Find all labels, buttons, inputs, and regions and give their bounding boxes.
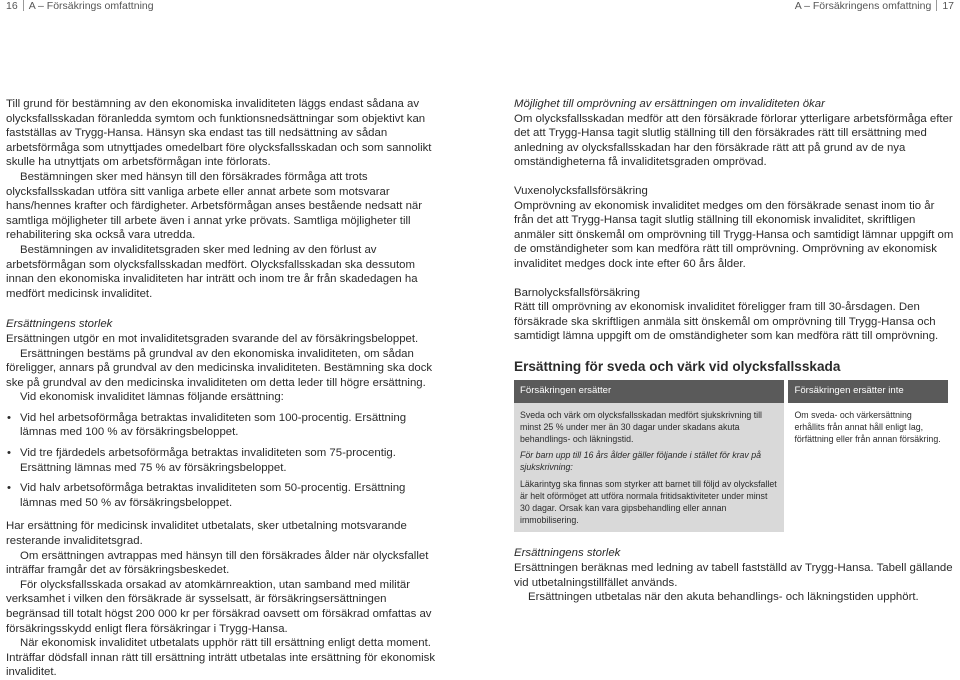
paragraph: För olycksfallsskada orsakad av atomkärnreaktion, utan samband med militär verksamhet i vilken den försäkrade är sysselsatt, är försäkringsersättningen begränsad till totalt högst 200 000 kr per försäkrad oavsett om försäkrad omfattas av försäkringsskydd enligt flera försäkringar i Trygg-Hansa. [6,578,432,635]
table-title: Ersättning för sveda och värk vid olycksfallsskada [514,358,841,374]
list-item: • Vid hel arbetsoförmåga betraktas invaliditeten som 100-procentig. Ersättning lämnas med 100 % av försäkringsbeloppet. [7,411,407,439]
page-header-left [6,0,154,12]
table-cell-not-covered: Om sveda- och värkersättning erhållits från annat håll enligt lag, förfättning eller från annan försäkring. [794,409,941,444]
paragraph: När ekonomisk invaliditet utbetalats upphör rätt till ersättning enligt detta moment. Inträffar dödsfall innan rätt till ersättning inträtt utbetalas inte ersättning för ekonomisk invaliditet. [6,637,436,679]
page-number-left: 16 [6,0,18,12]
header-divider [23,0,24,11]
left-column [6,97,442,680]
paragraph: Vid ekonomisk invaliditet lämnas följande ersättning: [20,391,284,404]
subsection-heading: Vuxenolycksfallsförsäkring [514,184,648,197]
table-cell-covered: Sveda och värk om olycksfallsskadan medfört sjukskrivning till minst 25 % under mer än 30 dagar under skadans akuta behandlings- och läkningstid. För barn upp till 16 års ålder gäller följande i stället för krav på sjukskrivning: Läkarintyg ska finnas som styrker att barnet till följd av olycksfallet är helt oförmöget att utföra normala fritidsaktiviteter under minst 30 dagar. Orsak kan vara gipsbehandling eller annan immobilisering. [514,403,784,533]
list-item: • Vid halv arbetsoförmåga betraktas invaliditeten som 50-procentig. Ersättning lämnas med 50 % av försäkringsbeloppet. [7,482,406,509]
paragraph: Bestämningen av invaliditetsgraden sker med ledning av den förlust av arbetsförmågan som olycksfallsskadan medfört. Olycksfallsskadan ska dessutom innan den ekonomiska invaliditeten har inträtt och inom tre år från skadedagen ha medfört medicinsk invaliditet. [6,243,418,300]
paragraph: Ersättningen utbetalas när den akuta behandlings- och läkningstiden upphört. [528,591,919,604]
paragraph: Ersättningen bestäms på grundval av den ekonomiska invaliditeten, om sådan föreligger, annars på grundval av den medicinska invaliditeten. Bestämning ska dock ske på grundval av den medicinska invaliditeten om detta leder till högre ersättning. [6,347,433,389]
right-column [514,97,956,605]
section-heading: Ersättningens storlek [6,318,113,331]
paragraph: Bestämningen sker med hänsyn till den försäkrades förmåga att trots olycksfallsskadan utföra sitt vanliga arbete eller annat arbete som motsvarar hans/hennes krafter och färdigheter. Arbetsförmågan anses bestående nedsatt när samtliga möjligheter till arbete även i annat yrke prövats. Samtliga möjligheter till rehabilitering ska också vara utredda. [6,170,423,242]
header-divider [936,0,937,11]
paragraph: Rätt till omprövning av ekonomisk invaliditet föreligger fram till 30-årsdagen. Den försäkrade ska skriftligen anmäla sitt önskemål om omprövning till Trygg-Hansa och samtidigt lämna uppgift om de omständigheter som kan medföra rätt till omprövning. [514,301,939,343]
table-header-covered: Försäkringen ersätter [514,380,784,403]
paragraph: Ersättningen beräknas med ledning av tabell fastställd av Trygg-Hansa. Tabell gällande vid utbetalningstillfället används. [514,561,953,589]
bullet-icon: • [7,447,11,460]
header-title-right: A – Försäkringens omfattning [794,0,932,12]
paragraph: Om olycksfallsskadan medför att den försäkrade förlorar ytterligare arbetsförmåga efter det att Trygg-Hansa tagit slutlig ställning till den försäkrades rätt till ersättning med anledning av olycksfallsskadan har den försäkrade rätt att på grund av de nya omständigheterna få invaliditetsgraden omprövad. [514,112,953,169]
section-heading: Ersättningens storlek [514,547,621,560]
section-heading: Möjlighet till omprövning av ersättningen om invaliditeten ökar [514,98,825,110]
subsection-heading: Barnolycksfallsförsäkring [514,286,640,299]
bullet-icon: • [7,482,11,495]
header-title-left: A – Försäkrings omfattning [28,0,154,12]
list-item: • Vid tre fjärdedels arbetsoförmåga betraktas invaliditeten som 75-procentig. Ersättning lämnas med 75 % av försäkringsbeloppet. [7,447,396,474]
bullet-list [6,411,442,511]
paragraph: Om ersättningen avtrappas med hänsyn till den försäkrades ålder när olycksfallet inträffar framgår det av försäkringsbeskedet. [6,549,429,577]
compensation-table [510,380,952,532]
page-header-right [795,0,954,12]
page-number-right: 17 [942,0,954,12]
table-header-not-covered: Försäkringen ersätter inte [788,380,948,403]
paragraph: Ersättningen utgör en mot invaliditetsgraden svarande del av försäkringsbeloppet. [6,332,419,345]
bullet-icon: • [7,411,11,424]
paragraph: Till grund för bestämning av den ekonomiska invaliditeten läggs endast sådana av olycksfallsskadan föranledda symtom och funktionsnedsättningar som objektivt kan fastställas av Trygg-Hansa. Hänsyn ska endast tas till nedsättning av sådan arbetsförmåga som utnyttjades omedelbart före olycksfallsskadan och som sannolikt skulle ha utnyttjats om arbetsförmågan inte förlorats. [6,98,432,169]
paragraph: Har ersättning för medicinsk invaliditet utbetalats, sker utbetalning motsvarande resterande invaliditetsgrad. [6,520,407,548]
paragraph: Omprövning av ekonomisk invaliditet medges om den försäkrade senast inom tio år från det att Trygg-Hansa tagit slutlig ställning till ekonomisk invaliditet, skriftligen anmäler sitt önskemål om omprövning till Trygg-Hansa och samtidigt lämnar uppgift om de omständigheter som kan medföra rätt till omprövning. Omprövning av ekonomisk invaliditet medges dock inte efter 60 års ålder. [514,199,954,270]
